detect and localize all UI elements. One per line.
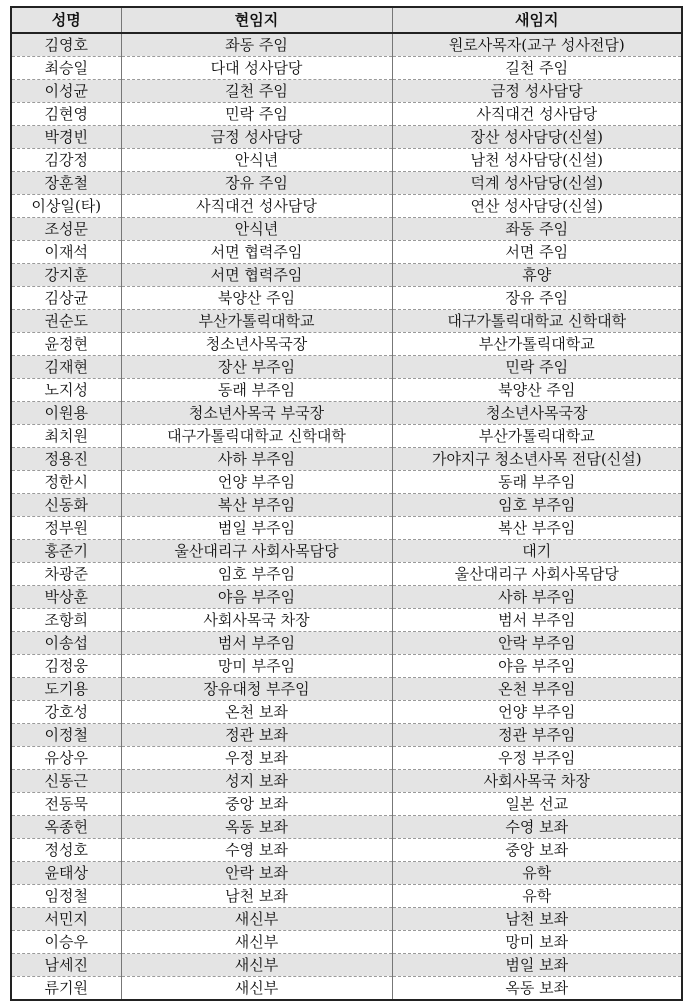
cell-new-post: 민락 주임 xyxy=(392,356,682,379)
table-row xyxy=(11,195,682,218)
cell-name: 홍준기 xyxy=(11,540,121,563)
cell-current-post: 사하 부주임 xyxy=(121,448,392,471)
table-row xyxy=(11,494,682,517)
table-row xyxy=(11,448,682,471)
column-header-name: 성명 xyxy=(11,7,121,33)
cell-current-post: 금정 성사담당 xyxy=(121,126,392,149)
cell-new-post: 북양산 주임 xyxy=(392,379,682,402)
cell-name: 이정철 xyxy=(11,724,121,747)
cell-name: 윤정현 xyxy=(11,333,121,356)
cell-current-post: 임호 부주임 xyxy=(121,563,392,586)
priest-assignment-table xyxy=(10,6,683,1001)
table-row xyxy=(11,264,682,287)
header-row xyxy=(11,7,682,33)
table-row xyxy=(11,149,682,172)
cell-new-post: 좌동 주임 xyxy=(392,218,682,241)
cell-new-post: 청소년사목국장 xyxy=(392,402,682,425)
cell-current-post: 장산 부주임 xyxy=(121,356,392,379)
cell-name: 정용진 xyxy=(11,448,121,471)
table-body xyxy=(11,33,682,1000)
table-row xyxy=(11,931,682,954)
cell-new-post: 울산대리구 사회사목담당 xyxy=(392,563,682,586)
table-row xyxy=(11,839,682,862)
cell-name: 김재현 xyxy=(11,356,121,379)
column-header-current-post: 현임지 xyxy=(121,7,392,33)
cell-new-post: 안락 부주임 xyxy=(392,632,682,655)
cell-name: 최치원 xyxy=(11,425,121,448)
cell-current-post: 길천 주임 xyxy=(121,80,392,103)
cell-current-post: 좌동 주임 xyxy=(121,33,392,57)
cell-name: 신동근 xyxy=(11,770,121,793)
cell-current-post: 동래 부주임 xyxy=(121,379,392,402)
cell-current-post: 장유대청 부주임 xyxy=(121,678,392,701)
table-row xyxy=(11,954,682,977)
table-row xyxy=(11,287,682,310)
table-row xyxy=(11,540,682,563)
cell-new-post: 대기 xyxy=(392,540,682,563)
table-row xyxy=(11,356,682,379)
cell-new-post: 야음 부주임 xyxy=(392,655,682,678)
cell-name: 박상훈 xyxy=(11,586,121,609)
cell-current-post: 사회사목국 차장 xyxy=(121,609,392,632)
cell-current-post: 북양산 주임 xyxy=(121,287,392,310)
cell-new-post: 남천 성사담당(신설) xyxy=(392,149,682,172)
cell-name: 정부원 xyxy=(11,517,121,540)
cell-name: 유상우 xyxy=(11,747,121,770)
cell-current-post: 언양 부주임 xyxy=(121,471,392,494)
table-row xyxy=(11,678,682,701)
cell-name: 류기원 xyxy=(11,977,121,1001)
table-row xyxy=(11,563,682,586)
cell-name: 정성호 xyxy=(11,839,121,862)
cell-name: 김영호 xyxy=(11,33,121,57)
cell-name: 윤태상 xyxy=(11,862,121,885)
cell-current-post: 야음 부주임 xyxy=(121,586,392,609)
cell-current-post: 복산 부주임 xyxy=(121,494,392,517)
table-row xyxy=(11,793,682,816)
cell-name: 차광준 xyxy=(11,563,121,586)
cell-name: 김현영 xyxy=(11,103,121,126)
cell-new-post: 장유 주임 xyxy=(392,287,682,310)
cell-current-post: 서면 협력주임 xyxy=(121,241,392,264)
cell-new-post: 덕계 성사담당(신설) xyxy=(392,172,682,195)
cell-current-post: 남천 보좌 xyxy=(121,885,392,908)
table-row xyxy=(11,218,682,241)
table-header xyxy=(11,7,682,33)
table-row xyxy=(11,908,682,931)
cell-current-post: 울산대리구 사회사목담당 xyxy=(121,540,392,563)
table-row xyxy=(11,586,682,609)
cell-current-post: 청소년사목국 부국장 xyxy=(121,402,392,425)
cell-current-post: 장유 주임 xyxy=(121,172,392,195)
cell-name: 장훈철 xyxy=(11,172,121,195)
cell-new-post: 언양 부주임 xyxy=(392,701,682,724)
cell-name: 강지훈 xyxy=(11,264,121,287)
table-row xyxy=(11,977,682,1001)
cell-name: 강호성 xyxy=(11,701,121,724)
cell-new-post: 부산가톨릭대학교 xyxy=(392,425,682,448)
cell-new-post: 사회사목국 차장 xyxy=(392,770,682,793)
table-row xyxy=(11,471,682,494)
cell-current-post: 서면 협력주임 xyxy=(121,264,392,287)
cell-new-post: 금정 성사담당 xyxy=(392,80,682,103)
cell-current-post: 범서 부주임 xyxy=(121,632,392,655)
cell-name: 조성문 xyxy=(11,218,121,241)
cell-name: 이상일(타) xyxy=(11,195,121,218)
cell-name: 조항희 xyxy=(11,609,121,632)
cell-current-post: 성지 보좌 xyxy=(121,770,392,793)
cell-name: 전동묵 xyxy=(11,793,121,816)
table-row xyxy=(11,425,682,448)
cell-current-post: 청소년사목국장 xyxy=(121,333,392,356)
cell-current-post: 옥동 보좌 xyxy=(121,816,392,839)
cell-new-post: 중앙 보좌 xyxy=(392,839,682,862)
cell-current-post: 새신부 xyxy=(121,977,392,1001)
table-row xyxy=(11,609,682,632)
cell-new-post: 동래 부주임 xyxy=(392,471,682,494)
cell-new-post: 복산 부주임 xyxy=(392,517,682,540)
cell-current-post: 안락 보좌 xyxy=(121,862,392,885)
cell-name: 최승일 xyxy=(11,57,121,80)
table-row xyxy=(11,632,682,655)
table-row xyxy=(11,172,682,195)
cell-new-post: 수영 보좌 xyxy=(392,816,682,839)
cell-name: 김상균 xyxy=(11,287,121,310)
cell-new-post: 사하 부주임 xyxy=(392,586,682,609)
cell-name: 이성균 xyxy=(11,80,121,103)
cell-name: 이원용 xyxy=(11,402,121,425)
table-row xyxy=(11,310,682,333)
cell-current-post: 새신부 xyxy=(121,954,392,977)
cell-new-post: 일본 선교 xyxy=(392,793,682,816)
cell-current-post: 새신부 xyxy=(121,931,392,954)
cell-name: 박경빈 xyxy=(11,126,121,149)
cell-new-post: 망미 보좌 xyxy=(392,931,682,954)
cell-new-post: 우정 부주임 xyxy=(392,747,682,770)
table-row xyxy=(11,241,682,264)
cell-new-post: 남천 보좌 xyxy=(392,908,682,931)
table-row xyxy=(11,80,682,103)
cell-current-post: 망미 부주임 xyxy=(121,655,392,678)
cell-new-post: 범일 보좌 xyxy=(392,954,682,977)
cell-new-post: 임호 부주임 xyxy=(392,494,682,517)
table-row xyxy=(11,103,682,126)
cell-current-post: 범일 부주임 xyxy=(121,517,392,540)
cell-name: 정한시 xyxy=(11,471,121,494)
table-row xyxy=(11,862,682,885)
cell-name: 남세진 xyxy=(11,954,121,977)
cell-name: 서민지 xyxy=(11,908,121,931)
cell-current-post: 온천 보좌 xyxy=(121,701,392,724)
table-row xyxy=(11,885,682,908)
cell-name: 김정웅 xyxy=(11,655,121,678)
cell-new-post: 가야지구 청소년사목 전담(신설) xyxy=(392,448,682,471)
cell-name: 이재석 xyxy=(11,241,121,264)
cell-name: 신동화 xyxy=(11,494,121,517)
cell-new-post: 원로사목자(교구 성사전담) xyxy=(392,33,682,57)
table-row xyxy=(11,747,682,770)
cell-name: 김강정 xyxy=(11,149,121,172)
table-row xyxy=(11,57,682,80)
cell-new-post: 범서 부주임 xyxy=(392,609,682,632)
cell-new-post: 연산 성사담당(신설) xyxy=(392,195,682,218)
table-row xyxy=(11,333,682,356)
cell-name: 옥종헌 xyxy=(11,816,121,839)
cell-name: 노지성 xyxy=(11,379,121,402)
cell-name: 임정철 xyxy=(11,885,121,908)
cell-current-post: 대구가톨릭대학교 신학대학 xyxy=(121,425,392,448)
cell-new-post: 장산 성사담당(신설) xyxy=(392,126,682,149)
table-row xyxy=(11,701,682,724)
table-row xyxy=(11,816,682,839)
cell-current-post: 우정 보좌 xyxy=(121,747,392,770)
table-row xyxy=(11,655,682,678)
cell-current-post: 부산가톨릭대학교 xyxy=(121,310,392,333)
cell-new-post: 옥동 보좌 xyxy=(392,977,682,1001)
table-row xyxy=(11,724,682,747)
cell-current-post: 다대 성사담당 xyxy=(121,57,392,80)
table-row xyxy=(11,517,682,540)
table-row xyxy=(11,770,682,793)
cell-current-post: 안식년 xyxy=(121,149,392,172)
cell-new-post: 유학 xyxy=(392,862,682,885)
cell-current-post: 사직대건 성사담당 xyxy=(121,195,392,218)
cell-current-post: 안식년 xyxy=(121,218,392,241)
cell-new-post: 휴양 xyxy=(392,264,682,287)
column-header-new-post: 새임지 xyxy=(392,7,682,33)
table-row xyxy=(11,402,682,425)
table-row xyxy=(11,33,682,57)
cell-new-post: 온천 부주임 xyxy=(392,678,682,701)
cell-new-post: 길천 주임 xyxy=(392,57,682,80)
cell-current-post: 민락 주임 xyxy=(121,103,392,126)
cell-new-post: 서면 주임 xyxy=(392,241,682,264)
cell-name: 이승우 xyxy=(11,931,121,954)
cell-current-post: 중앙 보좌 xyxy=(121,793,392,816)
cell-name: 이송섭 xyxy=(11,632,121,655)
cell-new-post: 대구가톨릭대학교 신학대학 xyxy=(392,310,682,333)
cell-new-post: 유학 xyxy=(392,885,682,908)
cell-name: 권순도 xyxy=(11,310,121,333)
cell-new-post: 사직대건 성사담당 xyxy=(392,103,682,126)
cell-current-post: 수영 보좌 xyxy=(121,839,392,862)
assignment-table-container xyxy=(10,6,681,1001)
cell-name: 도기용 xyxy=(11,678,121,701)
cell-current-post: 새신부 xyxy=(121,908,392,931)
table-row xyxy=(11,379,682,402)
table-row xyxy=(11,126,682,149)
cell-new-post: 부산가톨릭대학교 xyxy=(392,333,682,356)
cell-new-post: 정관 부주임 xyxy=(392,724,682,747)
cell-current-post: 정관 보좌 xyxy=(121,724,392,747)
